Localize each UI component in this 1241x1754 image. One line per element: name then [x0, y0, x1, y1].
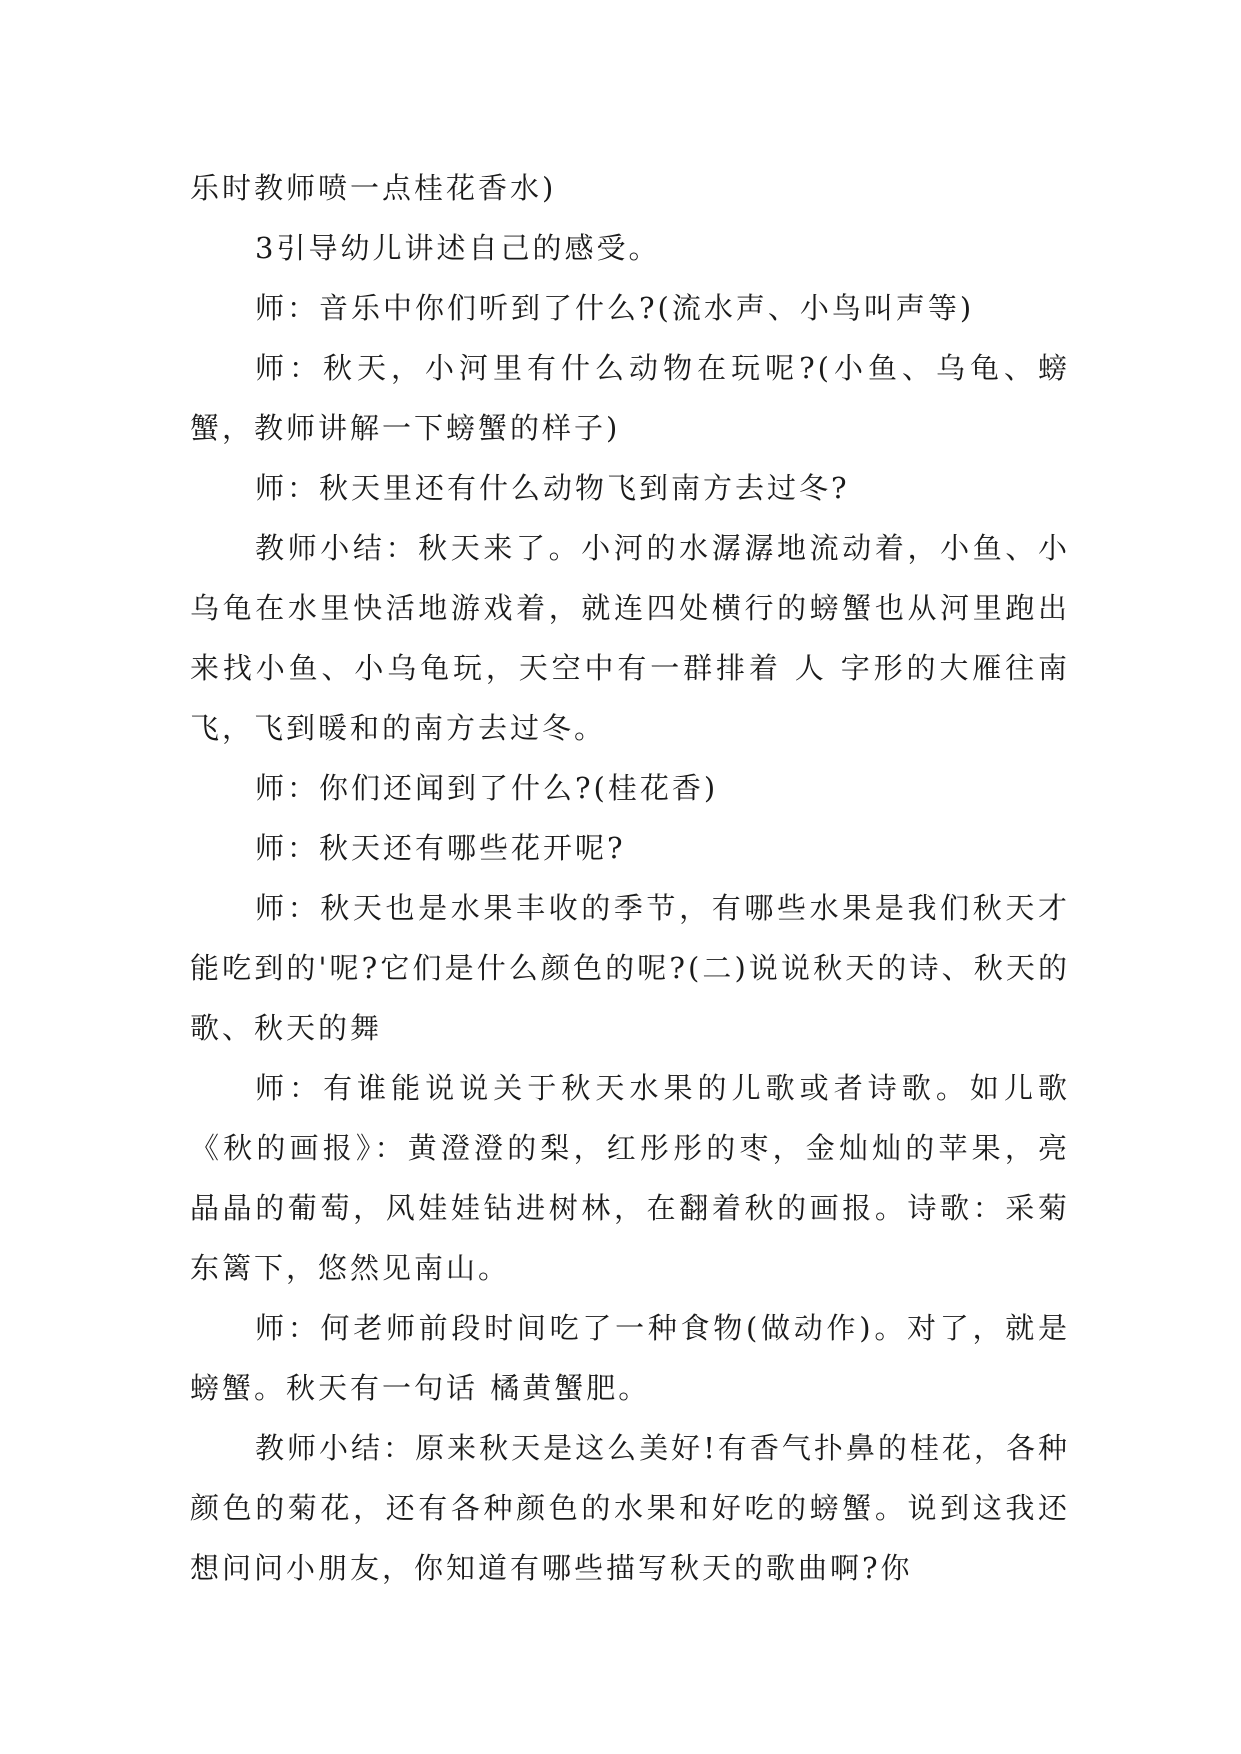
paragraph: 乐时教师喷一点桂花香水)	[190, 171, 557, 205]
paragraph: 师：音乐中你们听到了什么?(流水声、小鸟叫声等)	[255, 291, 975, 325]
paragraph: 教师小结：秋天来了。小河的水潺潺地流动着，小鱼、小乌龟在水里快活地游戏着，就连四处横行的螃蟹也从河里跑出来找小鱼、小乌龟玩，天空中有一群排着 人 字形的大雁往南飞，飞到暖和的南方去过冬。	[190, 531, 1070, 745]
paragraph: 3引导幼儿讲述自己的感受。	[255, 231, 661, 265]
paragraph: 师：秋天里还有什么动物飞到南方去过冬?	[255, 471, 850, 505]
paragraph: 师：秋天还有哪些花开呢?	[255, 831, 626, 865]
document-body	[190, 158, 1070, 1598]
paragraph: 师：你们还闻到了什么?(桂花香)	[255, 771, 719, 805]
paragraph: 师：秋天，小河里有什么动物在玩呢?(小鱼、乌龟、螃蟹，教师讲解一下螃蟹的样子)	[190, 351, 1070, 445]
paragraph: 教师小结：原来秋天是这么美好!有香气扑鼻的桂花，各种颜色的菊花，还有各种颜色的水果和好吃的螃蟹。说到这我还想问问小朋友，你知道有哪些描写秋天的歌曲啊?你	[190, 1431, 1070, 1585]
paragraph: 师：秋天也是水果丰收的季节，有哪些水果是我们秋天才能吃到的'呢?它们是什么颜色的呢?(二)说说秋天的诗、秋天的歌、秋天的舞	[190, 891, 1070, 1045]
paragraph: 师：何老师前段时间吃了一种食物(做动作)。对了，就是螃蟹。秋天有一句话 橘黄蟹肥。	[190, 1311, 1070, 1405]
paragraph: 师：有谁能说说关于秋天水果的儿歌或者诗歌。如儿歌《秋的画报》：黄澄澄的梨，红彤彤的枣，金灿灿的苹果，亮晶晶的葡萄，风娃娃钻进树林，在翻着秋的画报。诗歌：采菊东篱下，悠然见南山。	[190, 1071, 1070, 1285]
